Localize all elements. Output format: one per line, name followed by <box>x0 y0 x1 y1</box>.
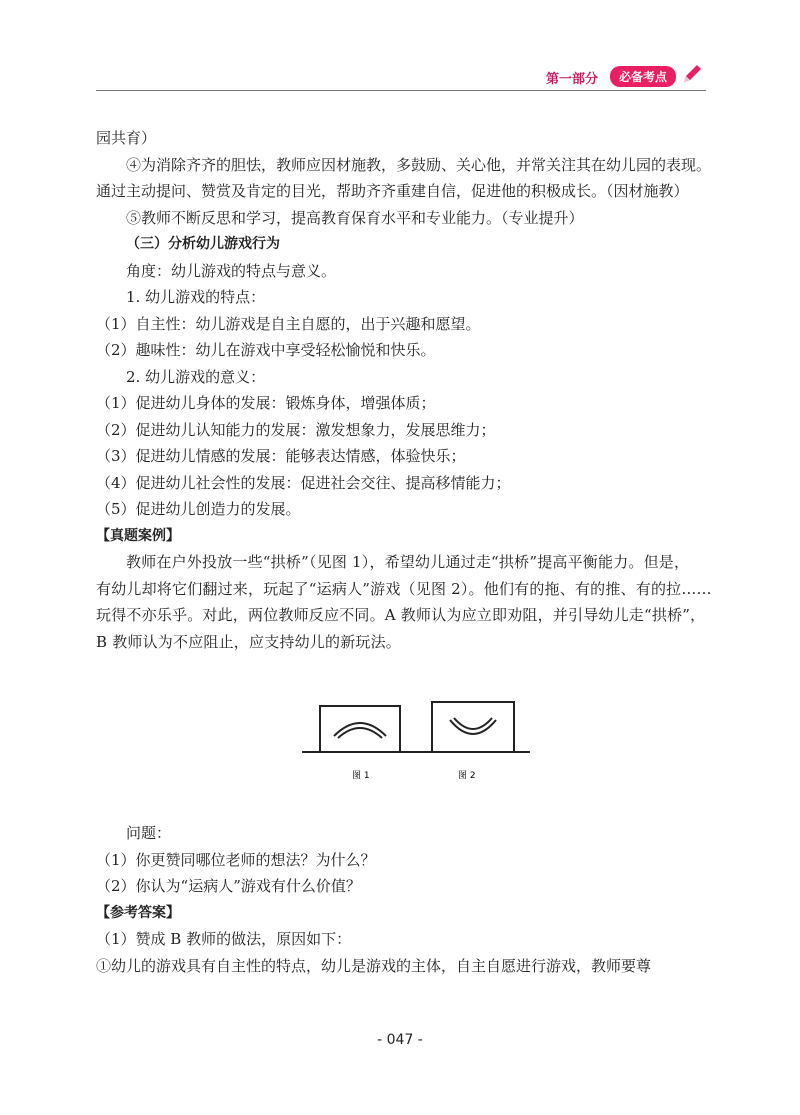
case-line: 玩得不亦乐乎。对此，两位教师反应不同。A 教师认为应立即劝阻，并引导幼儿走“拱桥”， <box>96 606 706 624</box>
questions-block <box>96 820 708 979</box>
page-header <box>96 62 706 92</box>
figure1-caption: 图 1 <box>352 771 370 781</box>
page-number: - 047 - <box>377 1032 423 1048</box>
answer-line: （1）赞成 B 教师的做法，原因如下： <box>96 930 352 948</box>
figure2-frame <box>432 702 514 752</box>
case-heading: 【真题案例】 <box>96 527 180 544</box>
text-line: （1）促进幼儿身体的发展：锻炼身体，增强体质； <box>96 394 436 412</box>
header-rule <box>96 90 706 91</box>
text-line: （2）趣味性：幼儿在游戏中享受轻松愉悦和快乐。 <box>96 341 436 359</box>
question-line: （2）你认为“运病人”游戏有什么价值？ <box>96 877 361 895</box>
answer-line: ①幼儿的游戏具有自主性的特点，幼儿是游戏的主体，自主自愿进行游戏，教师要尊 <box>96 956 652 975</box>
text-line: 角度：幼儿游戏的特点与意义。 <box>126 261 337 280</box>
pencil-icon <box>680 62 704 86</box>
question-label: 问题： <box>126 824 172 842</box>
question-line: （1）你更赞同哪位老师的想法？为什么？ <box>96 850 376 869</box>
section-label: 第一部分 <box>545 72 598 87</box>
case-line: 教师在户外投放一些“拱桥”（见图 1），希望幼儿通过走“拱桥”提高平衡能力。但是， <box>126 553 690 571</box>
answer-heading: 【参考答案】 <box>96 904 180 921</box>
text-line: 2. 幼儿游戏的意义： <box>126 367 266 386</box>
text-line: 通过主动提问、赞赏及肯定的目光，帮助齐齐重建自信，促进他的积极成长。（因材施教） <box>96 182 689 200</box>
text-line: ④为消除齐齐的胆怯，教师应因材施教，多鼓励、关心他，并常关注其在幼儿园的表现。 <box>126 155 712 174</box>
text-line: （5）促进幼儿创造力的发展。 <box>96 500 301 518</box>
section-badge: 必备考点 <box>610 66 676 87</box>
text-line: （3）促进幼儿情感的发展：能够表达情感，体验快乐； <box>96 447 466 465</box>
case-line: 有幼儿却将它们翻过来，玩起了“运病人”游戏（见图 2）。他们有的拖、有的推、有的拉…… <box>96 579 712 598</box>
case-line: B 教师认为不应阻止，应支持幼儿的新玩法。 <box>96 632 401 651</box>
text-line: （4）促进幼儿社会性的发展：促进社会交往、提高移情能力； <box>96 473 511 492</box>
figure2-caption: 图 2 <box>458 771 476 781</box>
text-line: 园共育） <box>96 129 157 147</box>
text-line: （1）自主性：幼儿游戏是自主自愿的，出于兴趣和愿望。 <box>96 314 481 333</box>
main-text <box>96 125 712 655</box>
text-line: （2）促进幼儿认知能力的发展：激发想象力，发展思维力； <box>96 420 496 439</box>
text-line: 1. 幼儿游戏的特点： <box>126 288 266 306</box>
section-heading: （三）分析幼儿游戏行为 <box>126 236 280 252</box>
case-figure <box>300 700 532 790</box>
text-line: ⑤教师不断反思和学习，提高教育保育水平和专业能力。（专业提升） <box>126 208 584 227</box>
